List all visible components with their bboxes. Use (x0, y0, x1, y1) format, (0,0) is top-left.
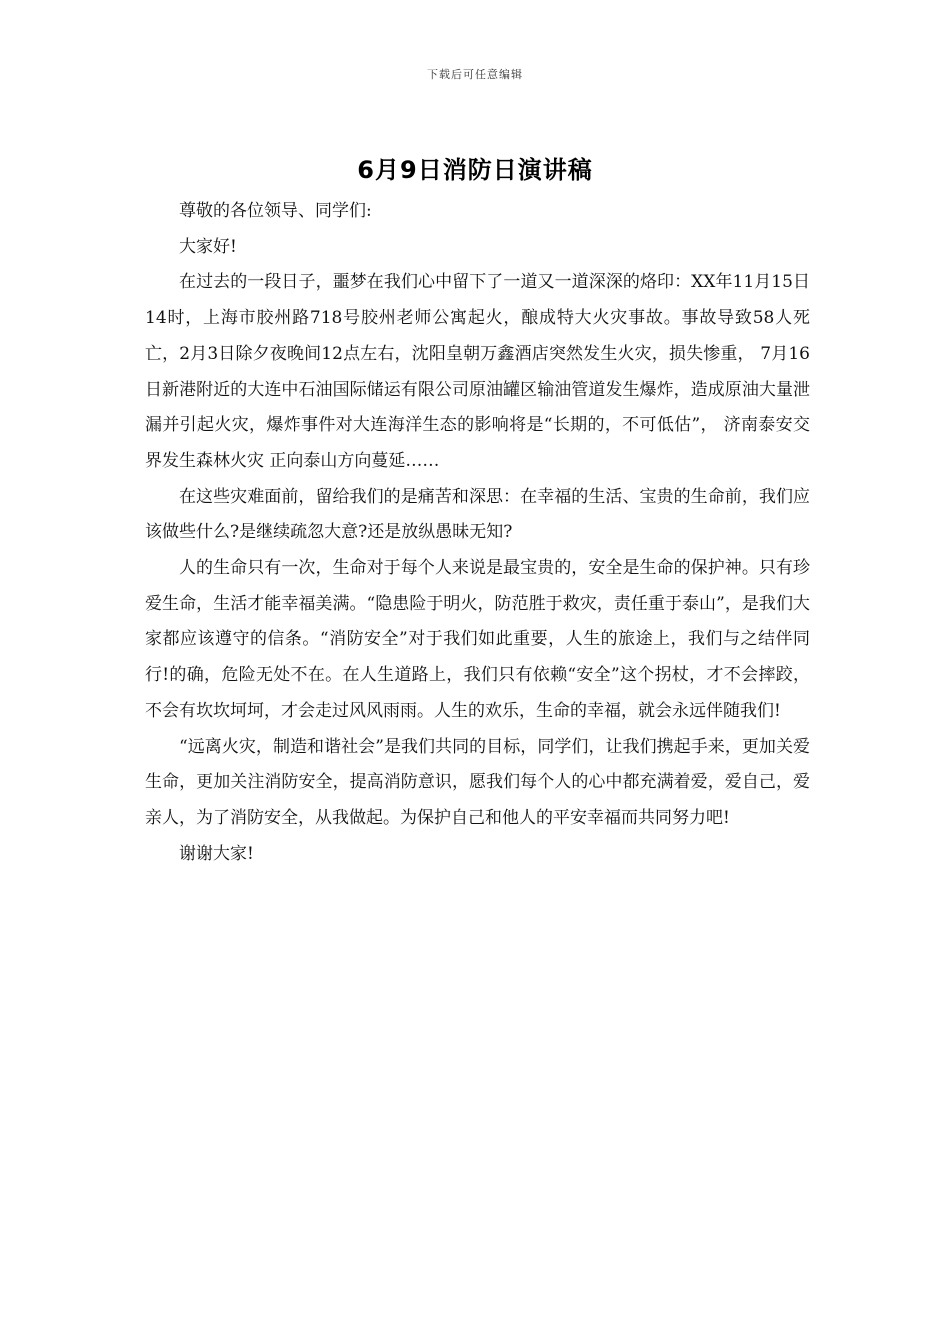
greeting: 大家好! (179, 236, 237, 257)
paragraph-reflection: 在这些灾难面前，留给我们的是痛苦和深思：在幸福的生活、宝贵的生命前，我们应该做些什么?是继续疏忽大意?还是放纵愚昧无知? (145, 486, 810, 543)
page-title: 6月9日消防日演讲稿 (357, 156, 593, 184)
salutation: 尊敬的各位领导、同学们: (179, 201, 372, 221)
speech-body (145, 194, 810, 872)
header-note: 下载后可任意编辑 (427, 68, 523, 81)
paragraph-disasters: 在过去的一段日子，噩梦在我们心中留下了一道又一道深深的烙印：XX年11月15日14时，上海市胶州路718号胶州老师公寓起火，酿成特大火灾事故。事故导致58人死亡，2月3日除夕夜晚间12点左右，沈阳皇朝万鑫酒店突然发生火灾，损失惨重， 7月16日新港附近的大连中石油国际储运有限公司原油罐区输油管道发生爆炸，造成原油大量泄漏并引起火灾，爆炸事件对大连海洋生态的影响将是“长期的，不可低估”， 济南泰安交界发生森林火灾 正向泰山方向蔓延…… (145, 272, 810, 471)
closing: 谢谢大家! (179, 843, 254, 864)
paragraph-safety: 人的生命只有一次，生命对于每个人来说是最宝贵的，安全是生命的保护神。只有珍爱生命，生活才能幸福美满。“隐患险于明火，防范胜于救灾，责任重于泰山”，是我们大家都应该遵守的信条。“消防安全”对于我们如此重要，人生的旅途上，我们与之结伴同行!的确，危险无处不在。在人生道路上，我们只有依赖“安全”这个拐杖，才不会摔跤，不会有坎坎坷坷，才会走过风风雨雨。人生的欢乐，生命的幸福，就会永远伴随我们! (145, 558, 810, 721)
paragraph-call-to-action: “远离火灾，制造和谐社会”是我们共同的目标，同学们，让我们携起手来，更加关爱生命，更加关注消防安全，提高消防意识，愿我们每个人的心中都充满着爱，爱自己，爱亲人，为了消防安全，从我做起。为保护自己和他人的平安幸福而共同努力吧! (145, 736, 810, 828)
